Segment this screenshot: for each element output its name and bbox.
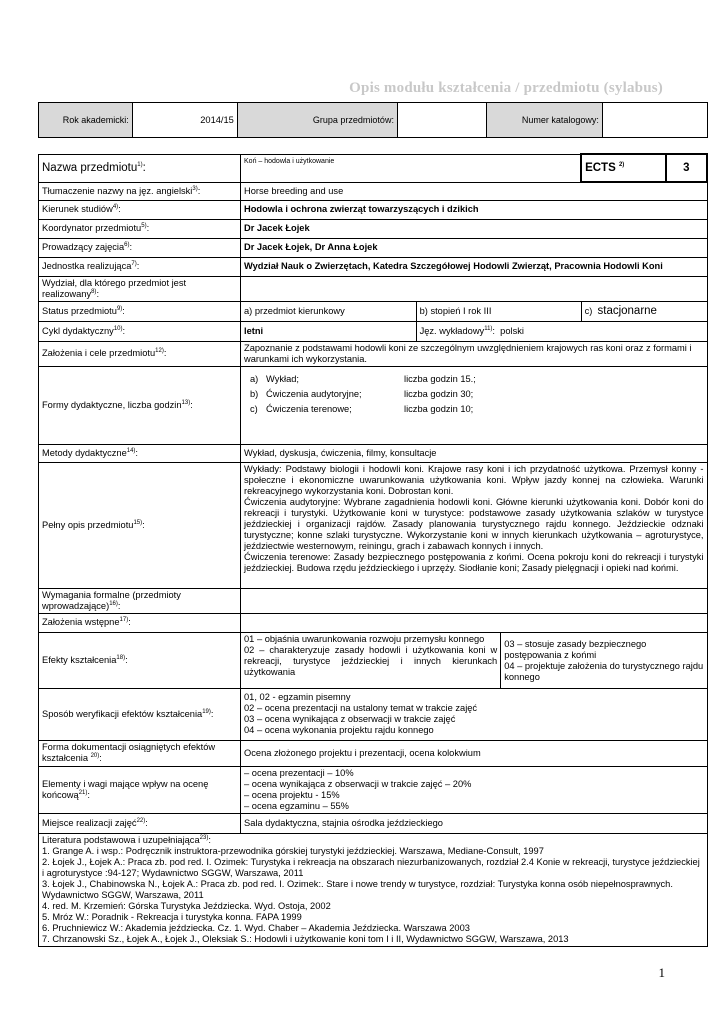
jezyk: Jęz. wykładowy$^{11)}$: polski bbox=[416, 321, 707, 341]
literatura bbox=[39, 833, 708, 946]
efekt-04: 04 – projektuje założenia do turystycznego rajdu konnego bbox=[504, 660, 704, 682]
literatura-item: 2. Łojek J., Łojek A.: Praca zb. pod red. I. Ozimek: Turystyka i rekreacja na obszarach niezurbanizowanych, rozdział 2.4 Konie w rekreacji, turystyce jeździeckiej i agroturystyce :94-127; Wydawnictwo SGGW, Warszawa, 2011 bbox=[42, 856, 700, 878]
status-a: a) przedmiot kierunkowy bbox=[241, 301, 417, 321]
zal-wstepne-label: Założenia wstępne$^{17)}$: bbox=[39, 613, 241, 632]
elementy-value bbox=[241, 766, 707, 813]
wymagania-label: Wymagania formalne (przedmioty wprowadzające)$^{16)}$: bbox=[39, 588, 241, 613]
wydzial-label: Wydział, dla którego przedmiot jest realizowany$^{8)}$: bbox=[39, 276, 241, 301]
status-b: b) stopień I rok III bbox=[416, 301, 581, 321]
literatura-item: 7. Chrzanowski Sz., Łojek A., Łojek J., Oleksiak S.: Hodowli i użytkowanie koni tom I i II, Wydawnictwo SGGW, Warszawa, 2013 bbox=[42, 933, 569, 944]
nazwa-label: Nazwa przedmiotu$^{1)}$: bbox=[39, 154, 241, 182]
efekty-left bbox=[241, 632, 501, 688]
forma-item: b) Ćwiczenia audytoryjne; liczba godzin 30; bbox=[250, 388, 474, 399]
opis-label: Pełny opis przedmiotu$^{15)}$: bbox=[39, 462, 241, 588]
opis-value bbox=[241, 462, 707, 588]
status-c: c) stacjonarne bbox=[581, 301, 707, 321]
forma-dok-label: Forma dokumentacji osiągniętych efektów kształcenia $^{20)}$: bbox=[39, 740, 241, 766]
literatura-item: 1. Grange A. i wsp.: Podręcznik instruktora-przewodnika górskiej turystyki jeździeckiej. Warszawa, Mediane-Consult, 1997 bbox=[42, 845, 544, 856]
header-table bbox=[38, 102, 708, 138]
cykl-label: Cykl dydaktyczny$^{10)}$: bbox=[39, 321, 241, 341]
prowadzacy-label: Prowadzący zajęcia$^{6)}$: bbox=[39, 238, 241, 257]
literatura-item: 6. Pruchniewicz W.: Akademia jeździecka. Cz. 1. Wyd. Chaber – Akademia Jeździecka. Warszawa 2003 bbox=[42, 922, 470, 933]
wydzial-value bbox=[241, 276, 707, 301]
jednostka-label: Jednostka realizująca$^{7)}$: bbox=[39, 257, 241, 276]
opis-cwiczenia-audytoryjne: Ćwiczenia audytoryjne: Wybrane zagadnienia hodowli koni. Główne kierunki użytkowania koni. Dobór koni do rekreacji i turystyki. Użytkowanie koni w turystyce: podstawowe zasady użytkowania szlaków w turystyce jeździeckiej i organizacji rajdów. Zasady planowania turystycznego rajdu konnego. Jeździeckie odznaki turystyczne; konne szlaki turystyczne. Wykorzystanie koni w innych kierunkach użytkowania – agroturystyce, jeździectwie westernowym, reiningu, grach i zabawach konnych i innych. bbox=[244, 496, 704, 551]
weryfikacja-item: 03 – ocena wynikająca z obserwacji w trakcie zajęć bbox=[244, 714, 456, 724]
cykl-value: letni bbox=[241, 321, 417, 341]
rok-label: Rok akademicki: bbox=[39, 103, 133, 138]
weryfikacja-item: 02 – ocena prezentacji na ustalony temat w trakcie zajęć bbox=[244, 703, 478, 713]
weryfikacja-item: 04 – ocena wykonania projektu rajdu konnego bbox=[244, 725, 434, 735]
formy-label: Formy dydaktyczne, liczba godzin$^{13)}$: bbox=[39, 366, 241, 444]
forma-item: a) Wykład; liczba godzin 15.; bbox=[250, 373, 476, 384]
miejsce-value: Sala dydaktyczna, stajnia ośrodka jeździeckiego bbox=[241, 813, 707, 833]
efekt-03: 03 – stosuje zasady bezpiecznego postępowania z końmi bbox=[504, 638, 647, 660]
tlumaczenie-value: Horse breeding and use bbox=[241, 182, 707, 200]
zal-wstepne-value bbox=[241, 613, 707, 632]
prowadzacy-value: Dr Jacek Łojek, Dr Anna Łojek bbox=[241, 238, 707, 257]
status-label: Status przedmiotu$^{9)}$: bbox=[39, 301, 241, 321]
efekty-right bbox=[501, 632, 707, 688]
grupa-value bbox=[397, 103, 486, 138]
weryfikacja-label: Sposób weryfikacji efektów kształcenia$^{19)}$: bbox=[39, 688, 241, 740]
elementy-item: – ocena egzaminu – 55% bbox=[244, 800, 349, 811]
formy-value bbox=[241, 366, 707, 444]
elementy-item: – ocena prezentacji – 10% bbox=[244, 767, 354, 778]
metody-label: Metody dydaktyczne$^{14)}$: bbox=[39, 444, 241, 462]
wymagania-value bbox=[241, 588, 707, 613]
kierunek-value: Hodowla i ochrona zwierząt towarzyszących i dzikich bbox=[241, 200, 707, 219]
literatura-item: 4. red. M. Krzemień: Górska Turystyka Jeździecka. Wyd. Ostoja, 2002 bbox=[42, 900, 331, 911]
zalozenia-value: Zapoznanie z podstawami hodowli koni ze szczególnym uwzględnieniem krajowych ras koni oraz z formami i warunkami ich wykorzystania. bbox=[241, 341, 707, 366]
ects-label: ECTS $^{2)}$ bbox=[581, 154, 666, 182]
numer-value bbox=[602, 103, 707, 138]
document-title: Opis modułu kształcenia / przedmiotu (sylabus) bbox=[349, 80, 663, 96]
ects-value: 3 bbox=[666, 154, 707, 182]
elementy-item: – ocena projektu - 15% bbox=[244, 789, 340, 800]
efekty-label: Efekty kształcenia$^{18)}$: bbox=[39, 632, 241, 688]
elementy-label: Elementy i wagi mające wpływ na ocenę końcową$^{21)}$: bbox=[39, 766, 241, 813]
weryfikacja-value bbox=[241, 688, 707, 740]
elementy-item: – ocena wynikająca z obserwacji w trakcie zajęć – 20% bbox=[244, 778, 472, 789]
efekt-01: 01 – objaśnia uwarunkowania rozwoju przemysłu konnego bbox=[244, 633, 485, 644]
opis-cwiczenia-terenowe: Ćwiczenia terenowe: Zasady bezpiecznego postępowania z końmi. Ocena pokroju koni do rekreacji i turystyki jeździeckiej. Budowa rzędu jeździeckiego i uprzęży. Siodłanie koni; Zasady pielęgnacji i opieki nad końmi. bbox=[244, 551, 704, 573]
efekt-02: 02 – charakteryzuje zasady hodowli i użytkowania koni w rekreacji, turystyce jeździeckiej i innych kierunkach użytkowania bbox=[244, 644, 498, 677]
kierunek-label: Kierunek studiów$^{4)}$: bbox=[39, 200, 241, 219]
forma-dok-value: Ocena złożonego projektu i prezentacji, ocena kolokwium bbox=[241, 740, 707, 766]
literatura-item: 3. Łojek J., Chabinowska N., Łojek A.: Praca zb. pod red. I. Ozimek:. Stare i nowe trendy w turystyce, rozdział: Turystyka konna osób niepełnosprawnych. Wydawnictwo SGGW, Warszawa, 2011 bbox=[42, 878, 673, 900]
metody-value: Wykład, dyskusja, ćwiczenia, filmy, konsultacje bbox=[241, 444, 707, 462]
koordynator-value: Dr Jacek Łojek bbox=[241, 219, 707, 238]
literatura-item: 5. Mróz W.: Poradnik - Rekreacja i turystyka konna. FAPA 1999 bbox=[42, 911, 302, 922]
koordynator-label: Koordynator przedmiotu$^{5)}$: bbox=[39, 219, 241, 238]
rok-value: 2014/15 bbox=[132, 103, 237, 138]
syllabus-table bbox=[38, 153, 708, 947]
miejsce-label: Miejsce realizacji zajęć$^{22)}$: bbox=[39, 813, 241, 833]
nazwa-value: Koń – hodowla i użytkowanie bbox=[241, 154, 582, 182]
jednostka-value: Wydział Nauk o Zwierzętach, Katedra Szczegółowej Hodowli Zwierząt, Pracownia Hodowli Koni bbox=[241, 257, 707, 276]
tlumaczenie-label: Tłumaczenie nazwy na jęz. angielski$^{3)}$: bbox=[39, 182, 241, 200]
zalozenia-label: Założenia i cele przedmiotu$^{12)}$: bbox=[39, 341, 241, 366]
forma-item: c) Ćwiczenia terenowe; liczba godzin 10; bbox=[250, 403, 474, 414]
opis-wyklady: Wykłady: Podstawy biologii i hodowli koni. Krajowe rasy koni i ich przydatność użytkowa. Przemysł konny - społeczne i ekonomiczne uwarunkowania użytkowania koni. Wpływ jazdy konnej na człowieka. Warunki rekreacyjnego wykorzystania koni. Dobrostan koni. bbox=[244, 463, 704, 496]
numer-label: Numer katalogowy: bbox=[486, 103, 602, 138]
weryfikacja-item: 01, 02 - egzamin pisemny bbox=[244, 692, 351, 702]
literatura-label: Literatura podstawowa i uzupełniająca$^{23)}$: bbox=[42, 834, 211, 845]
grupa-label: Grupa przedmiotów: bbox=[237, 103, 397, 138]
page-number: 1 bbox=[658, 965, 665, 980]
